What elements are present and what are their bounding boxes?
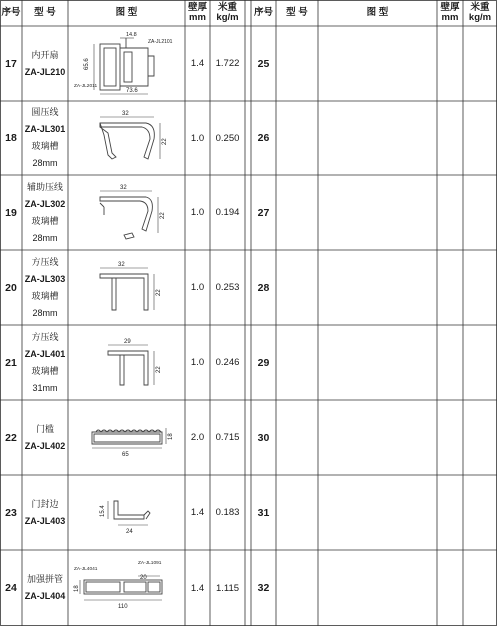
thickness-value: 1.4 bbox=[190, 507, 205, 518]
dim-label: 15.4 bbox=[100, 505, 106, 517]
model-name: 内开扇 bbox=[31, 49, 59, 60]
thickness-value: 1.0 bbox=[190, 207, 205, 218]
header-thickness bbox=[185, 0, 210, 26]
profile-drawing-jl402 bbox=[68, 400, 185, 475]
model-cell bbox=[22, 175, 68, 250]
weight-value: 0.715 bbox=[215, 432, 240, 443]
dim-label: 73.6 bbox=[126, 88, 138, 94]
weight-value: 0.183 bbox=[215, 507, 240, 518]
thickness-value: 1.0 bbox=[190, 132, 205, 144]
dim-label: 32 bbox=[120, 185, 127, 191]
thickness-value: 1.4 bbox=[190, 58, 205, 69]
model-code: ZA-JL403 bbox=[24, 515, 66, 526]
thickness-value: 1.0 bbox=[190, 282, 205, 293]
row-number-right: 27 bbox=[257, 206, 270, 219]
dim-label: ZA-JL1091 bbox=[138, 561, 162, 566]
profile-drawing-jl401 bbox=[68, 325, 185, 400]
model-note: 玻璃槽28mm bbox=[31, 215, 59, 243]
dim-label: 20 bbox=[140, 575, 147, 581]
model-cell bbox=[22, 550, 68, 626]
row-number: 18 bbox=[5, 132, 17, 144]
dim-label: 18 bbox=[74, 585, 80, 592]
weight-value: 0.194 bbox=[215, 207, 240, 218]
header-profile: 图 型 bbox=[115, 7, 138, 18]
thickness-value: 1.0 bbox=[190, 357, 205, 368]
row-number: 22 bbox=[5, 431, 17, 444]
header-weight-label-right: 米重 bbox=[470, 2, 490, 13]
model-cell bbox=[22, 400, 68, 475]
model-note: 玻璃槽28mm bbox=[31, 141, 59, 168]
header-weight-right bbox=[463, 0, 497, 26]
header-seq: 序号 bbox=[1, 7, 21, 18]
row-number: 24 bbox=[5, 582, 17, 594]
dim-label: 32 bbox=[122, 111, 129, 117]
header-thickness-label-right: 壁厚 bbox=[440, 2, 460, 13]
profile-drawing-jl404 bbox=[68, 550, 185, 626]
model-code: ZA-JL401 bbox=[24, 348, 66, 359]
model-note: 玻璃槽28mm bbox=[31, 290, 59, 318]
dim-label: 65 bbox=[122, 452, 129, 458]
row-number-right: 25 bbox=[257, 57, 270, 70]
row-number-right: 32 bbox=[257, 582, 270, 594]
model-code: ZA-JL301 bbox=[24, 124, 66, 134]
model-cell bbox=[22, 475, 68, 550]
row-number-right: 30 bbox=[257, 431, 270, 444]
weight-value: 0.250 bbox=[215, 132, 240, 144]
dim-label: 110 bbox=[118, 604, 128, 610]
header-model-right: 型 号 bbox=[286, 7, 308, 18]
weight-value: 1.722 bbox=[215, 58, 240, 69]
model-cell bbox=[22, 101, 68, 175]
profile-drawing-jl403 bbox=[68, 475, 185, 550]
weight-value: 1.115 bbox=[215, 582, 240, 594]
header-thickness-label: 壁厚 bbox=[187, 2, 207, 13]
header-weight-unit-right: kg/m bbox=[468, 12, 492, 23]
model-name: 圆压线 bbox=[31, 107, 59, 117]
model-cell bbox=[22, 26, 68, 101]
dim-label: 14.8 bbox=[126, 32, 137, 38]
model-cell bbox=[22, 325, 68, 400]
dim-label: ZA-JL2011 bbox=[74, 84, 98, 89]
dim-label: 24 bbox=[126, 529, 133, 535]
row-number: 17 bbox=[5, 57, 17, 70]
header-seq-right: 序号 bbox=[253, 7, 273, 18]
model-name: 门槛 bbox=[35, 423, 54, 434]
header-model: 型 号 bbox=[34, 7, 56, 18]
header-weight-unit: kg/m bbox=[216, 12, 239, 23]
header-thickness-unit-right: mm bbox=[441, 12, 459, 23]
model-cell bbox=[22, 250, 68, 325]
dim-label: 18 bbox=[168, 433, 174, 440]
model-name: 加强拼管 bbox=[26, 574, 63, 584]
dim-label: ZA-JL4041 bbox=[74, 567, 98, 572]
model-code: ZA-JL404 bbox=[24, 591, 66, 601]
header-weight bbox=[210, 0, 245, 26]
dim-label: 22 bbox=[162, 138, 168, 145]
model-name: 方压线 bbox=[31, 331, 59, 342]
profile-drawing-jl210 bbox=[68, 26, 185, 101]
row-number-right: 31 bbox=[257, 506, 270, 519]
dim-label: 65.6 bbox=[84, 58, 90, 70]
profile-drawing-jl301 bbox=[68, 101, 185, 175]
model-code: ZA-JL402 bbox=[24, 440, 66, 451]
row-number-right: 28 bbox=[257, 281, 270, 294]
row-number-right: 29 bbox=[257, 356, 270, 369]
row-number: 23 bbox=[5, 506, 17, 519]
dim-label: 32 bbox=[118, 262, 125, 268]
dim-label: 22 bbox=[160, 212, 166, 219]
dim-label: 29 bbox=[124, 339, 131, 345]
row-number: 20 bbox=[5, 281, 17, 294]
header-thickness-right bbox=[437, 0, 463, 26]
header-thickness-unit: mm bbox=[189, 12, 206, 23]
profile-drawing-jl303 bbox=[68, 250, 185, 325]
header-weight-label: 米重 bbox=[217, 2, 237, 13]
thickness-value: 2.0 bbox=[190, 432, 205, 443]
dim-label: ZA-JL2101 bbox=[148, 39, 173, 45]
model-name: 辅助压线 bbox=[26, 181, 63, 192]
profile-drawing-jl302 bbox=[68, 175, 185, 250]
thickness-value: 1.4 bbox=[190, 582, 205, 594]
row-number: 21 bbox=[5, 356, 17, 369]
weight-value: 0.253 bbox=[215, 282, 240, 293]
model-note: 玻璃槽31mm bbox=[31, 365, 59, 393]
dim-label: 22 bbox=[156, 289, 162, 296]
model-name: 方压线 bbox=[31, 256, 59, 267]
model-code: ZA-JL303 bbox=[24, 273, 66, 284]
dim-label: 22 bbox=[156, 366, 162, 373]
row-number-right: 26 bbox=[257, 132, 270, 144]
model-code: ZA-JL302 bbox=[24, 198, 66, 209]
model-code: ZA-JL210 bbox=[24, 66, 66, 77]
header-profile-right: 图 型 bbox=[366, 7, 389, 18]
model-name: 门封边 bbox=[31, 498, 59, 509]
weight-value: 0.246 bbox=[215, 357, 240, 368]
row-number: 19 bbox=[5, 206, 17, 219]
